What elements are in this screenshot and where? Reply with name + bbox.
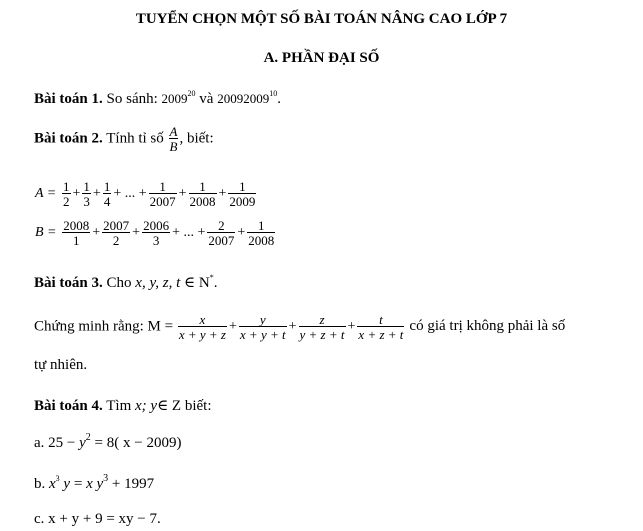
a-term-fraction [103, 180, 112, 208]
a-term-plus: + [218, 186, 227, 201]
m-term-plus: + [229, 319, 237, 334]
p1-a-base: 2009 [161, 91, 188, 106]
b-term-denominator: 1 [62, 232, 90, 247]
b-term-numerator: 2008 [63, 218, 90, 233]
problem-4a-exp: 2 [85, 432, 91, 443]
problem-3-star: * [209, 273, 214, 282]
m-term-numerator: t [379, 312, 383, 327]
problem-2-text: Tính tỉ số [106, 130, 164, 147]
b-term-fraction [247, 219, 275, 247]
problem-4a-rest: = 8( x − 2009) [94, 435, 182, 451]
problem-4b-prefix: b. [34, 476, 46, 492]
equation-b [34, 219, 276, 247]
m-term-denominator: x + z + t [358, 327, 404, 342]
problem-4-text: Tìm [106, 398, 132, 414]
problem-4b-x-exp: 3 [55, 474, 60, 483]
equation-m [34, 313, 565, 341]
problem-3-conclusion-2: tự nhiên. [34, 357, 88, 373]
problem-1-text: So sánh: [106, 91, 158, 107]
problem-4a-var: y [79, 435, 86, 451]
problem-3-label: Bài toán 3. [34, 275, 103, 291]
b-term-fraction [62, 219, 90, 247]
problem-4-label: Bài toán 4. [34, 398, 103, 414]
b-term-denominator: 2008 [248, 233, 275, 248]
a-term-denominator: 4 [103, 194, 111, 209]
m-term-numerator: y [259, 312, 266, 327]
problem-4-tail: biết: [184, 398, 212, 414]
m-term-denominator: x + y + z [178, 327, 226, 342]
a-term-denominator: 2007 [149, 194, 176, 209]
equation-a [34, 180, 257, 208]
a-term-plus: + [72, 186, 81, 201]
problem-3-vars: x, y, z, t [135, 275, 181, 291]
problem-4b-eq: = [73, 476, 83, 492]
b-term-dots: + ... + [172, 225, 206, 240]
b-term-fraction [142, 219, 170, 247]
a-term-numerator: 1 [103, 179, 111, 194]
a-term-numerator: 1 [83, 179, 90, 194]
problem-4-vars: x; y [135, 398, 158, 414]
problem-3-conclusion-1: có giá trị không phải là số [409, 318, 566, 335]
b-term-fraction [102, 219, 130, 247]
problem-2-label: Bài toán 2. [34, 130, 103, 147]
a-term-denominator: 2009 [229, 194, 256, 209]
a-term-denominator: 2 [63, 194, 70, 209]
a-term-denominator: 3 [83, 194, 90, 209]
m-term-plus: + [347, 319, 356, 334]
a-term-fraction [82, 180, 91, 208]
problem-4a-start: a. 25 − [34, 435, 76, 451]
ratio-numerator: A [169, 124, 178, 139]
a-term-dots: + ... + [113, 186, 147, 201]
problem-3-set: ∈ N [184, 275, 210, 291]
m-term-fraction [299, 313, 346, 341]
a-term-numerator: 1 [239, 179, 246, 194]
b-term-denominator: 2007 [208, 233, 235, 248]
a-term-plus: + [178, 186, 187, 201]
ratio-denominator: B [169, 139, 178, 154]
problem-3 [34, 273, 217, 292]
b-term-numerator: 1 [258, 218, 265, 233]
ratio-fraction [169, 125, 179, 153]
problem-3-end: . [213, 275, 218, 291]
b-term-plus: + [132, 225, 141, 240]
p1-end: . [277, 91, 281, 107]
b-term-denominator: 3 [142, 232, 170, 247]
problem-1 [34, 89, 281, 108]
a-term-numerator: 1 [199, 179, 206, 194]
m-term-denominator: y + z + t [299, 327, 345, 342]
p1-b-exp: 10 [269, 89, 278, 98]
a-term-numerator: 1 [159, 179, 166, 194]
equation-a-lhs: A = [35, 186, 57, 201]
problem-4a [34, 432, 181, 452]
b-term-numerator: 2007 [103, 218, 130, 233]
p1-a-exp: 20 [187, 89, 196, 98]
m-term-denominator: x + y + t [239, 327, 286, 342]
a-term-plus: + [92, 186, 101, 201]
problem-4b-y2: y [96, 476, 104, 492]
equation-b-lhs: B = [35, 225, 57, 240]
p1-mid: và [199, 91, 214, 107]
problem-4b-y: y [63, 476, 71, 492]
b-term-plus: + [92, 225, 101, 240]
b-term-fraction [207, 219, 235, 247]
a-term-fraction [189, 180, 217, 208]
a-term-fraction [149, 180, 177, 208]
b-term-numerator: 2 [218, 218, 225, 233]
m-term-fraction [239, 313, 287, 341]
m-term-numerator: z [319, 312, 325, 327]
problem-3-text: Cho [106, 275, 132, 291]
b-term-denominator: 2 [102, 232, 130, 247]
problem-4b-y2-exp: 3 [103, 473, 109, 484]
m-term-numerator: x [199, 312, 206, 327]
a-term-denominator: 2008 [189, 194, 216, 209]
equation-m-prefix: Chứng minh rằng: M = [34, 318, 174, 335]
problem-2 [34, 125, 214, 153]
problem-4b-rest: + 1997 [111, 476, 155, 492]
problem-4b [34, 473, 154, 493]
m-term-fraction [357, 313, 404, 341]
b-term-plus: + [237, 225, 246, 240]
m-term-plus: + [288, 319, 297, 334]
document-title: TUYỂN CHỌN MỘT SỐ BÀI TOÁN NÂNG CAO LỚP 7 [135, 11, 508, 27]
problem-4c: c. x + y + 9 = xy − 7. [34, 511, 161, 527]
problem-4b-x: x [49, 476, 56, 492]
a-term-fraction [62, 180, 71, 208]
m-term-fraction [178, 313, 227, 341]
p1-b-base: 20092009 [217, 91, 270, 106]
a-term-numerator: 1 [63, 179, 70, 194]
problem-2-tail: , biết: [179, 130, 214, 147]
section-heading: A. PHẦN ĐẠI SỐ [263, 50, 380, 66]
problem-1-label: Bài toán 1. [34, 91, 103, 107]
a-term-fraction [228, 180, 256, 208]
problem-4-set: ∈ Z [157, 398, 182, 414]
problem-4 [34, 396, 212, 415]
b-term-numerator: 2006 [143, 218, 170, 233]
problem-4b-x2: x [86, 476, 93, 492]
